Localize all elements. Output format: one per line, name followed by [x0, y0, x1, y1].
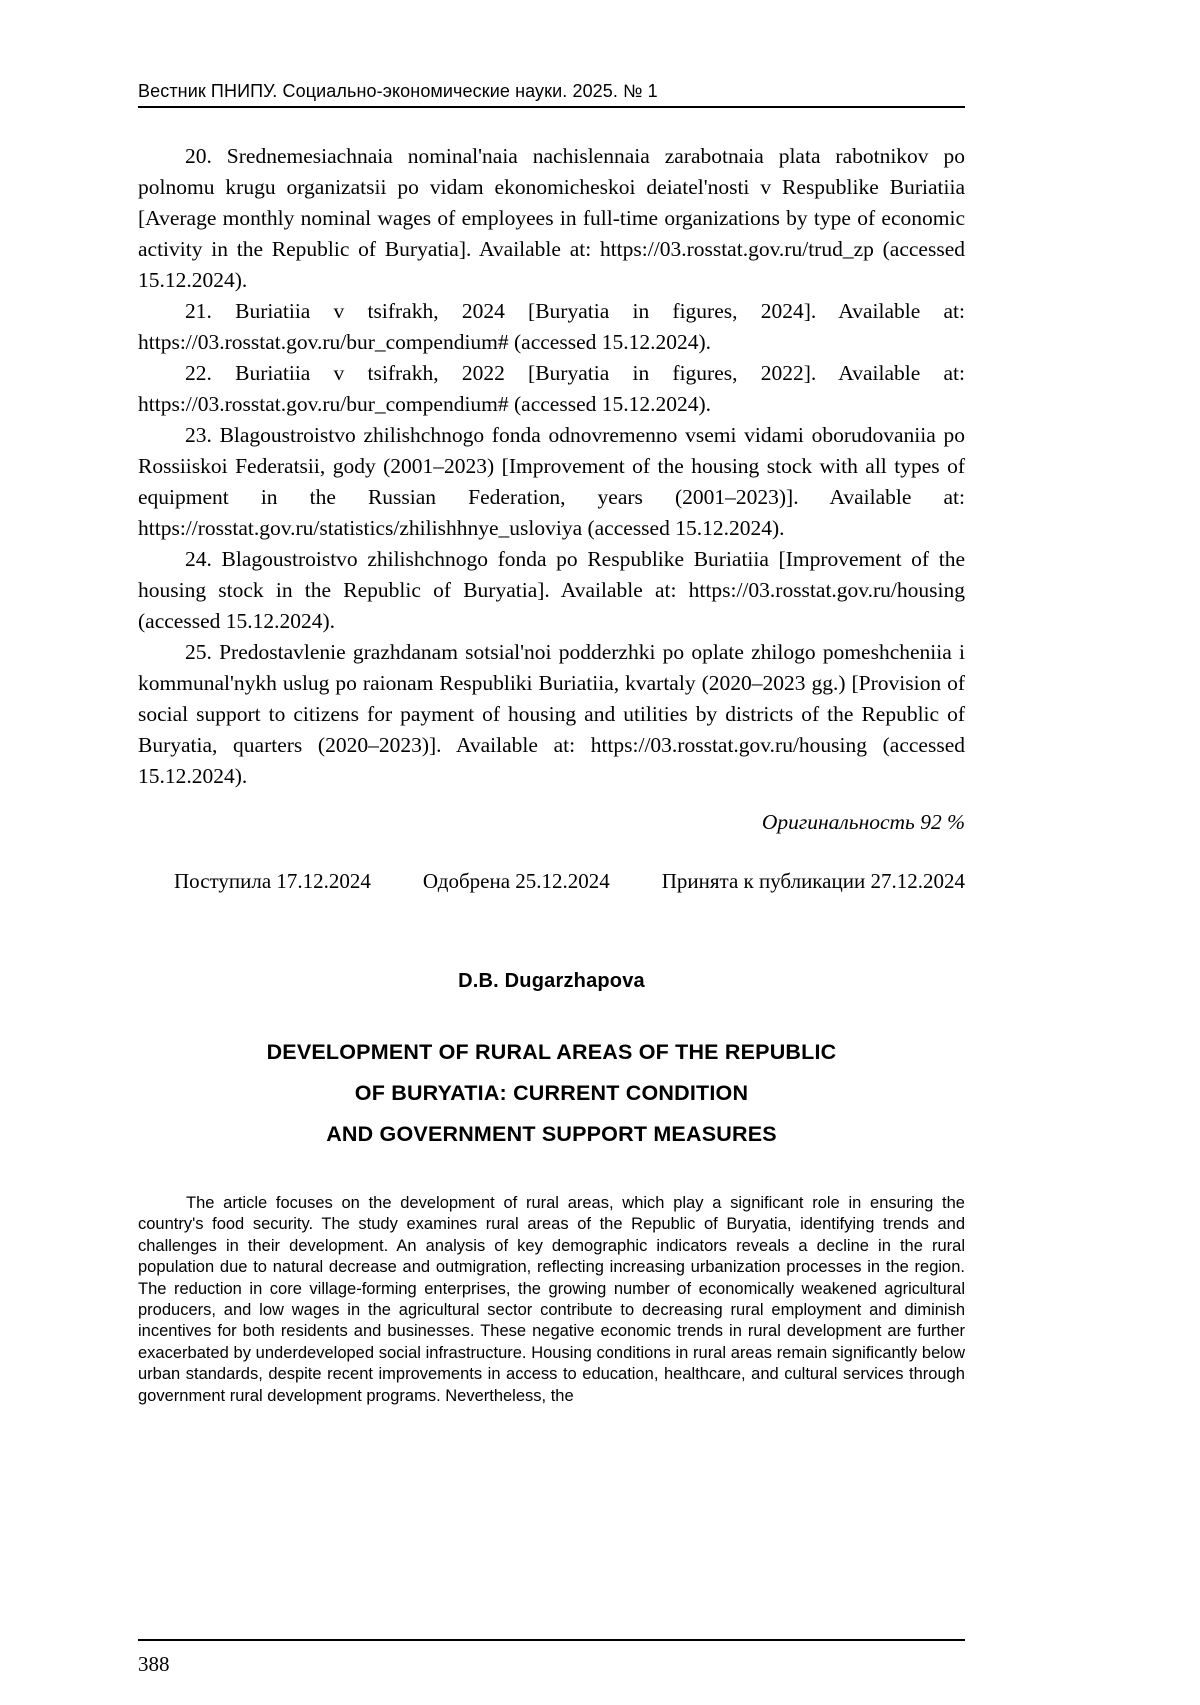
article-title — [138, 1032, 965, 1155]
reference-item: 24. Blagoustroistvo zhilishchnogo fonda po Respublike Buriatiia [Improvement of the housing stock in the Republic of Buryatia]. Available at: https://03.rosstat.gov.ru/housing (accessed 15.12.2024). — [138, 547, 965, 633]
article-title-line: DEVELOPMENT OF RURAL AREAS OF THE REPUBLIC — [266, 1040, 837, 1064]
originality-note: Оригинальность 92 % — [761, 810, 965, 834]
reference-item: 21. Buriatiia v tsifrakh, 2024 [Buryatia in figures, 2024]. Available at: https://03.rosstat.gov.ru/bur_compendium# (accessed 15.12.2024). — [138, 299, 965, 354]
article-author: D.B. Dugarzhapova — [458, 970, 645, 992]
submission-dates — [138, 866, 965, 897]
reference-item: 20. Srednemesiachnaia nominal'naia nachislennaia zarabotnaia plata rabotnikov po polnomu krugu organizatsii po vidam ekonomicheskoi deiatel'nosti v Respublike Buriatiia [Average monthly nominal wages of employees in full-time organizations by type of economic activity in the Republic of Buryatia]. Available at: https://03.rosstat.gov.ru/trud_zp (accessed 15.12.2024). — [138, 144, 965, 292]
page-number: 388 — [138, 1652, 170, 1676]
article-abstract: The article focuses on the development of rural areas, which play a significant role in ensuring the country's food security. The study examines rural areas of the Republic of Buryatia, identifying trends and challenges in their development. An analysis of key demographic indicators reveals a decline in the rural population due to natural decrease and outmigration, reflecting increasing urbanization processes in the region. The reduction in core village-forming enterprises, the growing number of economically weakened agricultural producers, and low wages in the agricultural sector contribute to decreasing rural employment and diminish incentives for both residents and businesses. These negative economic trends in rural development are further exacerbated by underdeveloped social infrastructure. Housing conditions in rural areas remain significantly below urban standards, despite recent improvements in access to education, healthcare, and cultural services through government rural development programs. Nevertheless, the — [138, 1194, 965, 1405]
date-accepted: Принята к публикации 27.12.2024 — [661, 869, 965, 893]
journal-header: Вестник ПНИПУ. Социально-экономические науки. 2025. № 1 — [138, 81, 658, 101]
date-received: Поступила 17.12.2024 — [174, 869, 371, 893]
date-approved: Одобрена 25.12.2024 — [422, 869, 610, 893]
reference-item: 25. Predostavlenie grazhdanam sotsial'noi podderzhki po oplate zhilogo pomeshcheniia i kommunal'nykh uslug po raionam Respubliki Buriatiia, kvartaly (2020–2023 gg.) [Provision of social support to citizens for payment of housing and utilities by districts of the Republic of Buryatia, quarters (2020–2023)]. Available at: https://03.rosstat.gov.ru/housing (accessed 15.12.2024). — [138, 640, 965, 788]
header-rule — [138, 106, 965, 108]
reference-item: 23. Blagoustroistvo zhilishchnogo fonda odnovremenno vsemi vidami oborudovaniia po Rossiiskoi Federatsii, gody (2001–2023) [Improvement of the housing stock with all types of equipment in the Russian Federation, years (2001–2023)]. Available at: https://rosstat.gov.ru/statistics/zhilishhnye_usloviya (accessed 15.12.2024). — [138, 423, 965, 540]
article-title-line: AND GOVERNMENT SUPPORT MEASURES — [326, 1122, 777, 1146]
footer-rule — [138, 1639, 965, 1641]
article-title-line: OF BURYATIA: CURRENT CONDITION — [354, 1081, 749, 1105]
reference-item: 22. Buriatiia v tsifrakh, 2022 [Buryatia in figures, 2022]. Available at: https://03.rosstat.gov.ru/bur_compendium# (accessed 15.12.2024). — [138, 361, 965, 416]
page-content — [138, 141, 965, 1407]
